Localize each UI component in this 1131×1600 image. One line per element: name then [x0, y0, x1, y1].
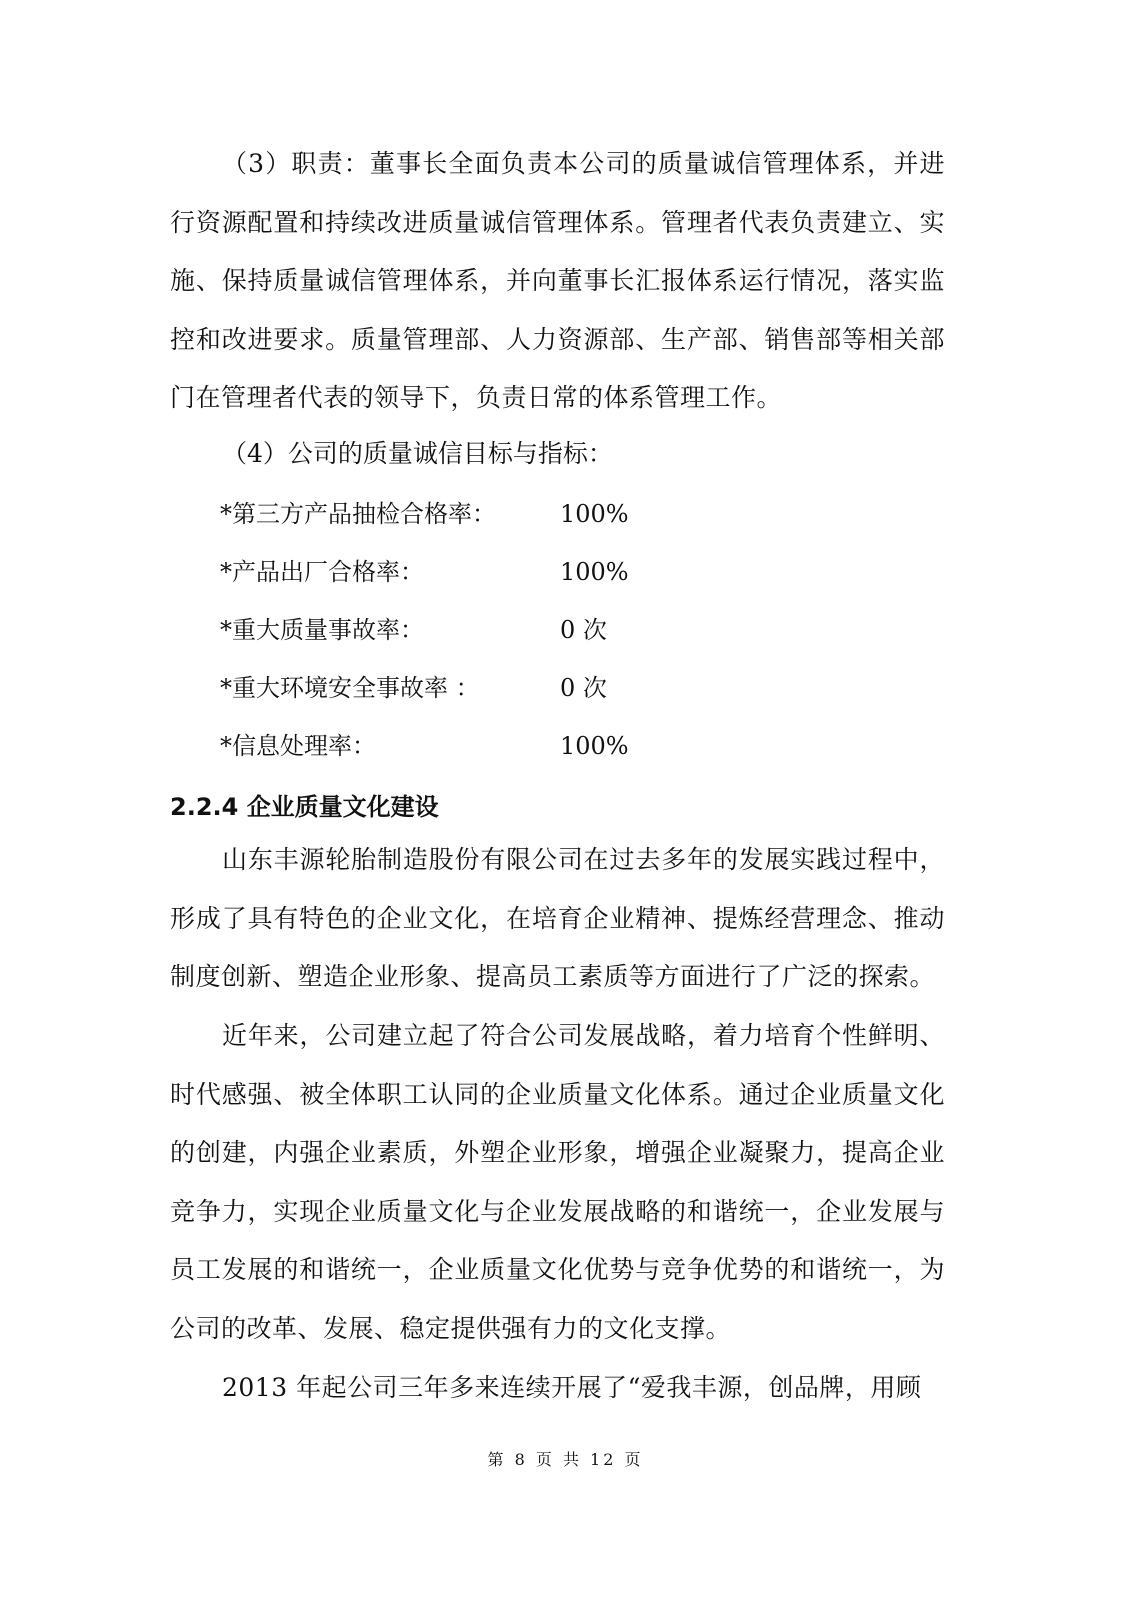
target-value: 0 次	[560, 616, 607, 644]
target-row	[220, 717, 640, 775]
page-number-footer: 第 8 页 共 12 页	[487, 1450, 644, 1469]
responsibilities-paragraph: （3）职责：董事长全面负责本公司的质量诚信管理体系，并进行资源配置和持续改进质量诚信管理体系。管理者代表负责建立、实施、保持质量诚信管理体系，并向董事长汇报体系运行情况，落实监控和改进要求。质量管理部、人力资源部、生产部、销售部等相关部门在管理者代表的领导下，负责日常的体系管理工作。	[170, 149, 945, 412]
target-row	[220, 543, 640, 601]
target-value: 100%	[560, 500, 629, 528]
culture-paragraph-1: 山东丰源轮胎制造股份有限公司在过去多年的发展实践过程中，形成了具有特色的企业文化，在培育企业精神、提炼经营理念、推动制度创新、塑造企业形象、提高员工素质等方面进行了广泛的探索。	[170, 845, 945, 991]
culture-paragraph-2: 近年来，公司建立起了符合公司发展战略，着力培育个性鲜明、时代感强、被全体职工认同的企业质量文化体系。通过企业质量文化的创建，内强企业素质，外塑企业形象，增强企业凝聚力，提高企业竞争力，实现企业质量文化与企业发展战略的和谐统一，企业发展与员工发展的和谐统一，企业质量文化优势与竞争优势的和谐统一，为公司的改革、发展、稳定提供强有力的文化支撑。	[170, 1021, 945, 1343]
culture-paragraph-3: 2013 年起公司三年多来连续开展了“爱我丰源，创品牌，用顾	[222, 1373, 922, 1402]
targets-heading: （4）公司的质量诚信目标与指标：	[222, 439, 613, 468]
target-name: *第三方产品抽检合格率：	[220, 500, 496, 528]
target-value: 100%	[560, 558, 629, 586]
target-row	[220, 601, 640, 659]
target-name: *信息处理率：	[220, 732, 376, 760]
target-value: 100%	[560, 732, 629, 760]
target-name: *产品出厂合格率：	[220, 558, 424, 586]
target-name: *重大环境安全事故率 ：	[220, 674, 480, 702]
section-title: 2.2.4 企业质量文化建设	[170, 793, 439, 821]
target-value: 0 次	[560, 674, 607, 702]
target-row	[220, 659, 640, 717]
target-name: *重大质量事故率：	[220, 616, 424, 644]
target-row	[220, 485, 640, 543]
